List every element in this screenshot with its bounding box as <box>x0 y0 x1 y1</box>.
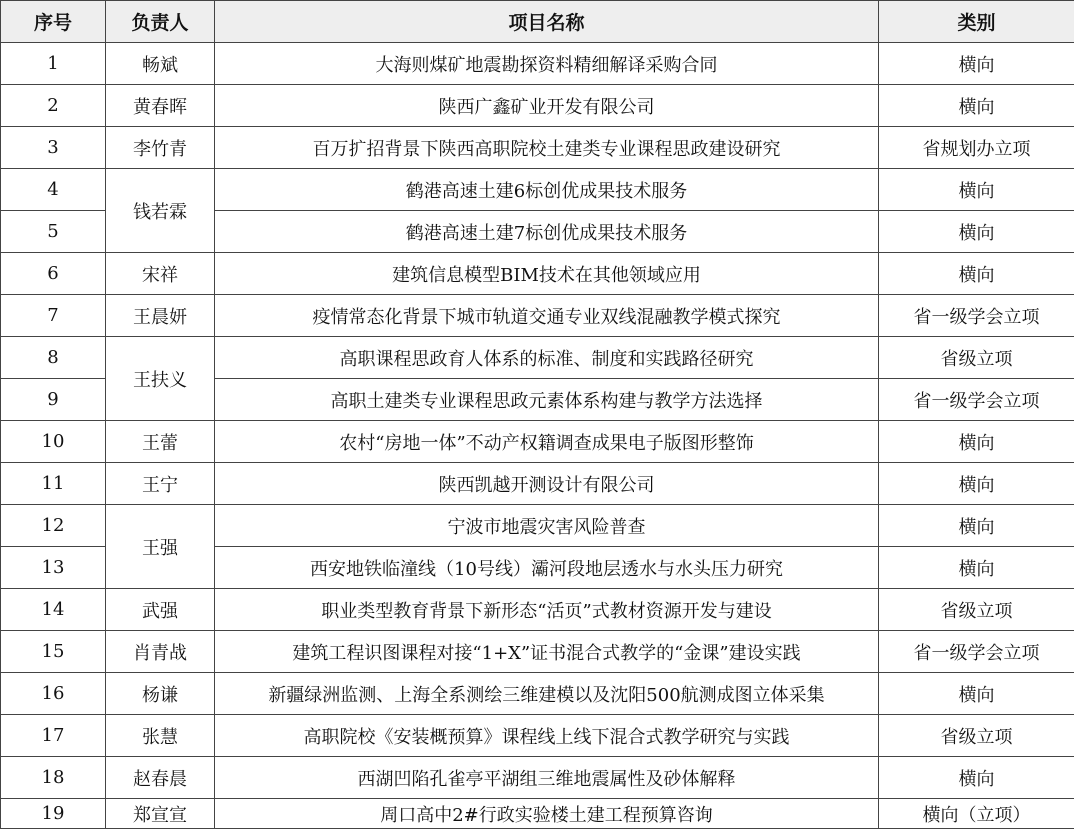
row-project-name: 鹤港高速土建6标创优成果技术服务 <box>215 169 879 211</box>
row-project-name: 新疆绿洲监测、上海全系测绘三维建模以及沈阳500航测成图立体采集 <box>215 673 879 715</box>
table-row <box>1 757 1074 799</box>
row-project-name: 陕西广鑫矿业开发有限公司 <box>215 85 879 127</box>
row-owner: 武强 <box>106 589 215 631</box>
row-index: 11 <box>1 463 106 505</box>
table-row <box>1 253 1074 295</box>
row-category: 横向 <box>879 547 1074 589</box>
row-project-name: 西湖凹陷孔雀亭平湖组三维地震属性及砂体解释 <box>215 757 879 799</box>
row-owner: 王蕾 <box>106 421 215 463</box>
row-category: 横向 <box>879 85 1074 127</box>
row-index: 1 <box>1 43 106 85</box>
row-project-name: 宁波市地震灾害风险普查 <box>215 505 879 547</box>
row-category: 横向 <box>879 673 1074 715</box>
row-owner: 黄春晖 <box>106 85 215 127</box>
row-category: 横向 <box>879 169 1074 211</box>
table-row <box>1 505 1074 547</box>
table-row <box>1 85 1074 127</box>
table-row <box>1 295 1074 337</box>
row-index: 7 <box>1 295 106 337</box>
row-index: 2 <box>1 85 106 127</box>
row-project-name: 高职土建类专业课程思政元素体系构建与教学方法选择 <box>215 379 879 421</box>
row-owner: 畅斌 <box>106 43 215 85</box>
row-index: 17 <box>1 715 106 757</box>
row-index: 18 <box>1 757 106 799</box>
row-category: 省级立项 <box>879 589 1074 631</box>
row-index: 16 <box>1 673 106 715</box>
header-project-name: 项目名称 <box>215 1 879 43</box>
header-index: 序号 <box>1 1 106 43</box>
row-index: 15 <box>1 631 106 673</box>
row-project-name: 大海则煤矿地震勘探资料精细解译采购合同 <box>215 43 879 85</box>
row-category: 横向 <box>879 253 1074 295</box>
row-owner: 王宁 <box>106 463 215 505</box>
table-row <box>1 421 1074 463</box>
header-category: 类别 <box>879 1 1074 43</box>
row-index: 5 <box>1 211 106 253</box>
row-project-name: 鹤港高速土建7标创优成果技术服务 <box>215 211 879 253</box>
table-row <box>1 631 1074 673</box>
table-row <box>1 169 1074 211</box>
row-project-name: 疫情常态化背景下城市轨道交通专业双线混融教学模式探究 <box>215 295 879 337</box>
header-row <box>1 1 1074 43</box>
row-owner: 张慧 <box>106 715 215 757</box>
table-row <box>1 673 1074 715</box>
table-row <box>1 43 1074 85</box>
row-index: 10 <box>1 421 106 463</box>
row-owner: 肖青战 <box>106 631 215 673</box>
row-project-name: 百万扩招背景下陕西高职院校土建类专业课程思政建设研究 <box>215 127 879 169</box>
row-category: 省级立项 <box>879 337 1074 379</box>
row-project-name: 建筑工程识图课程对接“1+X”证书混合式教学的“金课”建设实践 <box>215 631 879 673</box>
table-row <box>1 337 1074 379</box>
row-index: 4 <box>1 169 106 211</box>
row-project-name: 周口高中2#行政实验楼土建工程预算咨询 <box>215 799 879 829</box>
row-owner: 王晨妍 <box>106 295 215 337</box>
row-category: 横向 <box>879 43 1074 85</box>
row-index: 12 <box>1 505 106 547</box>
row-project-name: 高职院校《安装概预算》课程线上线下混合式教学研究与实践 <box>215 715 879 757</box>
row-category: 横向 <box>879 211 1074 253</box>
row-project-name: 农村“房地一体”不动产权籍调查成果电子版图形整饰 <box>215 421 879 463</box>
table-row <box>1 799 1074 829</box>
row-owner: 王扶义 <box>106 337 215 421</box>
row-project-name: 西安地铁临潼线（10号线）灞河段地层透水与水头压力研究 <box>215 547 879 589</box>
row-category: 横向 <box>879 463 1074 505</box>
row-index: 3 <box>1 127 106 169</box>
row-project-name: 建筑信息模型BIM技术在其他领域应用 <box>215 253 879 295</box>
row-index: 8 <box>1 337 106 379</box>
table-row <box>1 463 1074 505</box>
row-category: 横向 <box>879 757 1074 799</box>
row-owner: 郑宣宣 <box>106 799 215 829</box>
row-category: 省级立项 <box>879 715 1074 757</box>
row-category: 省一级学会立项 <box>879 631 1074 673</box>
row-category: 省一级学会立项 <box>879 379 1074 421</box>
row-owner: 赵春晨 <box>106 757 215 799</box>
row-category: 省规划办立项 <box>879 127 1074 169</box>
row-index: 13 <box>1 547 106 589</box>
row-project-name: 职业类型教育背景下新形态“活页”式教材资源开发与建设 <box>215 589 879 631</box>
table-row <box>1 127 1074 169</box>
row-index: 9 <box>1 379 106 421</box>
table-header <box>1 1 1074 43</box>
row-category: 横向 <box>879 505 1074 547</box>
row-index: 19 <box>1 799 106 829</box>
row-owner: 王强 <box>106 505 215 589</box>
row-category: 横向（立项） <box>879 799 1074 829</box>
row-category: 横向 <box>879 421 1074 463</box>
row-index: 6 <box>1 253 106 295</box>
row-owner: 钱若霖 <box>106 169 215 253</box>
table-body <box>1 43 1074 829</box>
row-project-name: 陕西凯越开测设计有限公司 <box>215 463 879 505</box>
table-row <box>1 589 1074 631</box>
table-row <box>1 715 1074 757</box>
row-owner: 宋祥 <box>106 253 215 295</box>
row-project-name: 高职课程思政育人体系的标准、制度和实践路径研究 <box>215 337 879 379</box>
header-owner: 负责人 <box>106 1 215 43</box>
row-category: 省一级学会立项 <box>879 295 1074 337</box>
row-owner: 杨谦 <box>106 673 215 715</box>
row-owner: 李竹青 <box>106 127 215 169</box>
row-index: 14 <box>1 589 106 631</box>
